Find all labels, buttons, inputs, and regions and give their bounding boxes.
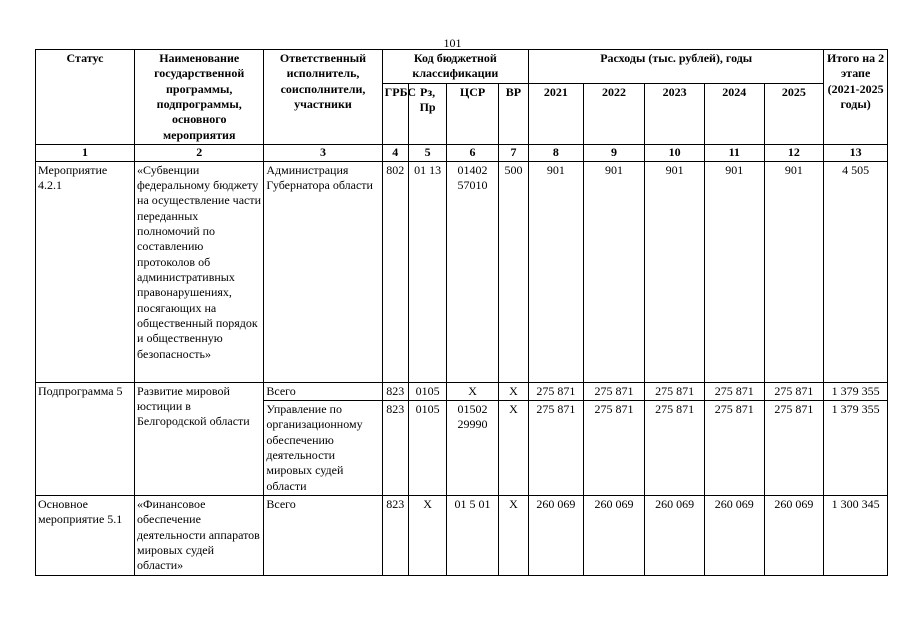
- row-value-2025: 901: [764, 161, 824, 382]
- header-year-2025: 2025: [764, 83, 824, 144]
- row-executor: Управление по организационному обеспечению деятельности мировых судей области: [264, 400, 382, 495]
- row-value-2024: 275 871: [704, 400, 764, 495]
- header-name: Наименование государственной программы, подпрограммы, основного мероприятия: [135, 50, 264, 145]
- row-csr: Х: [447, 382, 499, 400]
- row-value-2023: 260 069: [645, 496, 705, 576]
- row-value-2022: 901: [583, 161, 645, 382]
- row-value-2021: 260 069: [529, 496, 584, 576]
- column-number: 2: [135, 145, 264, 161]
- row-value-2022: 275 871: [583, 400, 645, 495]
- header-row-1: [36, 50, 888, 84]
- header-rz-pr: Рз, Пр: [408, 83, 446, 144]
- header-csr: ЦСР: [447, 83, 499, 144]
- header-grbs: ГРБС: [382, 83, 408, 144]
- row-grbs: 802: [382, 161, 408, 382]
- row-value-2023: 275 871: [645, 400, 705, 495]
- row-vr: Х: [498, 400, 528, 495]
- row-status: Основное мероприятие 5.1: [36, 496, 135, 576]
- row-value-2025: 260 069: [764, 496, 824, 576]
- row-grbs: 823: [382, 400, 408, 495]
- row-total: 4 505: [824, 161, 888, 382]
- header-year-2024: 2024: [704, 83, 764, 144]
- row-executor: Администрация Губернатора области: [264, 161, 382, 382]
- row-name: Развитие мировой юстиции в Белгородской области: [135, 382, 264, 496]
- row-value-2021: 275 871: [529, 400, 584, 495]
- row-value-2021: 275 871: [529, 382, 584, 400]
- column-number: 6: [447, 145, 499, 161]
- row-value-2024: 260 069: [704, 496, 764, 576]
- row-value-2024: 901: [704, 161, 764, 382]
- row-value-2022: 260 069: [583, 496, 645, 576]
- column-number: 9: [583, 145, 645, 161]
- row-grbs: 823: [382, 496, 408, 576]
- column-number-row: [36, 145, 888, 161]
- row-total: 1 379 355: [824, 400, 888, 495]
- table-row: [36, 382, 888, 400]
- row-rz-pr: 0105: [408, 400, 446, 495]
- budget-table: [35, 49, 888, 576]
- row-name: «Финансовое обеспечение деятельности аппаратов мировых судей области»: [135, 496, 264, 576]
- row-total: 1 300 345: [824, 496, 888, 576]
- header-year-2023: 2023: [645, 83, 705, 144]
- header-status: Статус: [36, 50, 135, 145]
- column-number: 4: [382, 145, 408, 161]
- row-value-2022: 275 871: [583, 382, 645, 400]
- row-grbs: 823: [382, 382, 408, 400]
- header-year-2022: 2022: [583, 83, 645, 144]
- row-value-2025: 275 871: [764, 382, 824, 400]
- column-number: 11: [704, 145, 764, 161]
- row-value-2023: 275 871: [645, 382, 705, 400]
- table-row: [36, 161, 888, 382]
- row-total: 1 379 355: [824, 382, 888, 400]
- page-number: 101: [443, 36, 462, 50]
- row-vr: 500: [498, 161, 528, 382]
- header-expenses: Расходы (тыс. рублей), годы: [529, 50, 824, 84]
- header-year-2021: 2021: [529, 83, 584, 144]
- row-value-2024: 275 871: [704, 382, 764, 400]
- row-name: «Субвенции федеральному бюджету на осуществление части переданных полномочий по составлению протоколов об административных правонарушениях, посягающих на общественный порядок и общественную безопасность»: [135, 161, 264, 382]
- column-number: 10: [645, 145, 705, 161]
- column-number: 8: [529, 145, 584, 161]
- column-number: 3: [264, 145, 382, 161]
- header-vr: ВР: [498, 83, 528, 144]
- row-rz-pr: 0105: [408, 382, 446, 400]
- header-budget-code: Код бюджетной классификации: [382, 50, 529, 84]
- column-number: 12: [764, 145, 824, 161]
- row-csr: 01 5 01: [447, 496, 499, 576]
- column-number: 13: [824, 145, 888, 161]
- row-status: Подпрограмма 5: [36, 382, 135, 496]
- row-executor: Всего: [264, 382, 382, 400]
- column-number: 1: [36, 145, 135, 161]
- row-value-2025: 275 871: [764, 400, 824, 495]
- row-csr: 01402 57010: [447, 161, 499, 382]
- row-vr: Х: [498, 496, 528, 576]
- row-rz-pr: 01 13: [408, 161, 446, 382]
- header-executor: Ответственный исполнитель, соисполнители, участники: [264, 50, 382, 145]
- row-csr: 01502 29990: [447, 400, 499, 495]
- row-value-2021: 901: [529, 161, 584, 382]
- row-status: Мероприятие 4.2.1: [36, 161, 135, 382]
- row-vr: Х: [498, 382, 528, 400]
- column-number: 5: [408, 145, 446, 161]
- header-total: Итого на 2 этапе (2021-2025 годы): [824, 50, 888, 145]
- row-executor: Всего: [264, 496, 382, 576]
- row-value-2023: 901: [645, 161, 705, 382]
- column-number: 7: [498, 145, 528, 161]
- table-row: [36, 496, 888, 576]
- row-rz-pr: Х: [408, 496, 446, 576]
